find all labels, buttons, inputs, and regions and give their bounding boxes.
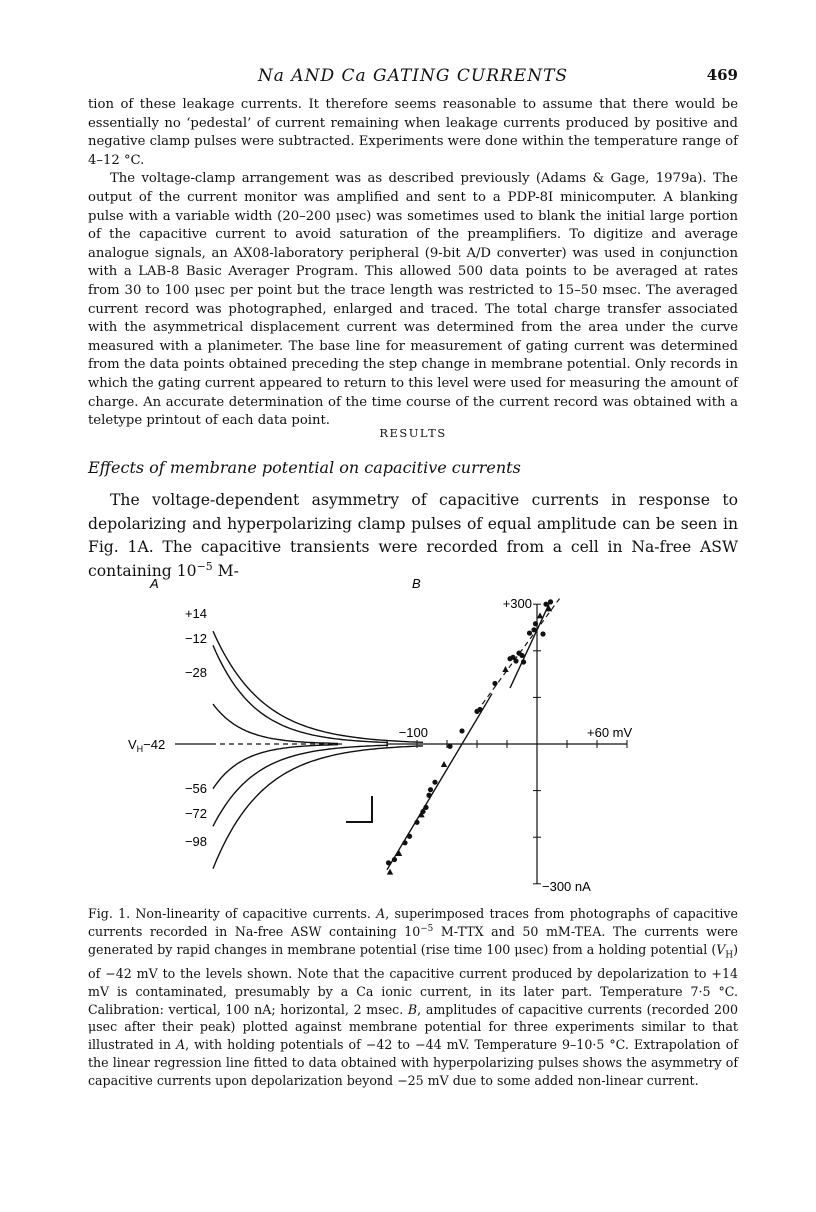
data-point — [527, 630, 532, 635]
calibration-bar — [346, 796, 372, 822]
data-point — [492, 681, 497, 686]
x-min-label: −100 — [398, 725, 428, 740]
capacitive-traces — [213, 631, 423, 868]
page-number: 469 — [706, 66, 738, 84]
trace — [213, 704, 338, 743]
panel-b-label: B — [412, 576, 421, 591]
holding-potential-label: $V_H-42$ — [128, 737, 166, 754]
data-point — [392, 857, 397, 862]
trace-labels — [185, 606, 207, 849]
data-point — [386, 860, 391, 865]
data-point — [414, 820, 419, 825]
data-point — [426, 793, 431, 798]
caption-segment: −5 — [420, 923, 434, 934]
trace — [213, 746, 423, 869]
paragraph-leakage: tion of these leakage currents. It therefore seems reasonable to assume that there would be essentially no ‘pedestal’ of current remaining when leakage currents produced by positive and negative clamp pulses were subtracted. Experiments were done within the temperature range of 4–12 °C. — [88, 97, 738, 168]
data-point-triangle — [441, 761, 447, 767]
data-point — [428, 787, 433, 792]
caption-segment: , amplitudes of capacitive currents (recorded 200 μsec after their peak) plotted against membrane potential for three experiments similar to that illustrated in — [88, 1001, 738, 1053]
data-point — [477, 707, 482, 712]
caption-segment: , superimposed traces from photographs of capacitive currents recorded in Na-free ASW containing 10 — [88, 906, 738, 939]
results-exponent: −5 — [196, 559, 213, 573]
trace-label: −56 — [184, 781, 207, 796]
caption-segment: A — [376, 906, 386, 921]
y-min-label: −300 nA — [542, 879, 591, 894]
trace — [213, 745, 388, 826]
data-point — [432, 780, 437, 785]
caption-paragraph — [88, 905, 738, 1089]
data-point — [521, 659, 526, 664]
trace — [213, 745, 338, 789]
caption-segment: V — [716, 941, 726, 957]
data-point — [402, 840, 407, 845]
data-point — [407, 834, 412, 839]
trace-label: −98 — [184, 834, 207, 849]
data-point — [540, 631, 545, 636]
x-max-label: +60 mV — [587, 725, 633, 740]
panel-a-label: A — [150, 576, 159, 591]
subsection-heading: Effects of membrane potential on capacitive currents — [88, 458, 521, 477]
results-paragraph-text: The voltage-dependent asymmetry of capacitive currents in response to depolarizing and hyperpolarizing clamp pulses of equal amplitude can be seen in Fig. 1A. The capacitive transients were recorded from a cell in Na-free ASW containing 10 — [88, 491, 738, 580]
data-point — [531, 627, 536, 632]
page-header — [88, 66, 738, 90]
methods-text — [88, 96, 738, 431]
trace-label: −28 — [184, 665, 207, 680]
data-point — [459, 728, 464, 733]
panel-a — [128, 576, 423, 869]
regression-line-depolarizing — [510, 604, 549, 688]
running-title: Na AND Ca GATING CURRENTS — [257, 66, 569, 86]
panel-b — [386, 576, 633, 894]
trace-label: −12 — [184, 631, 207, 646]
data-point — [543, 602, 548, 607]
caption-segment: M-TTX and 50 mM-TEA. The currents were generated by rapid changes in membrane potential (rise time 100 μsec) from a holding potential ( — [88, 923, 739, 957]
figure-caption — [88, 905, 738, 1089]
section-heading-results: RESULTS — [379, 426, 447, 440]
figure-svg — [0, 560, 816, 905]
y-max-label: +300 — [502, 596, 532, 611]
data-point — [519, 653, 524, 658]
data-point — [423, 805, 428, 810]
figure-1 — [0, 560, 816, 905]
data-point-triangle — [502, 666, 508, 672]
trace-label: +14 — [184, 606, 207, 621]
caption-segment: , with holding potentials of −42 to −44 mV. Temperature 9–10·5 °C. Extrapolation of the linear regression line fitted to data obtained with hyperpolarizing pulses shows the asymmetry of capacitive currents upon depolarization beyond −25 mV due to some added non-linear current. — [88, 1037, 738, 1088]
data-point — [513, 658, 518, 663]
data-point — [420, 809, 425, 814]
data-point — [548, 599, 553, 604]
trace-label: −72 — [184, 806, 207, 821]
data-point-triangle — [537, 612, 543, 618]
caption-segment: H — [725, 950, 734, 961]
data-point — [533, 621, 538, 626]
results-unit: M- — [212, 561, 239, 580]
panel-b-axes — [387, 604, 627, 884]
caption-segment: A — [176, 1037, 186, 1053]
caption-segment: ) of −42 mV to the levels shown. Note that the capacitive current produced by depolarization to +14 mV is contaminated, presumably by a Ca ionic current, in its later part. Temperature 7·5 °C. Calibration: vertical, 100 nA; horizontal, 2 msec. — [88, 941, 738, 1017]
paragraph-voltage-clamp: The voltage-clamp arrangement was as described previously (Adams & Gage, 1979a). The output of the current monitor was amplified and sent to a PDP-8I minicomputer. A blanking pulse with a variable width (20–200 μsec) was sometimes used to blank the initial large portion of the capacitive current to avoid saturation of the preamplifiers. To digitize and average analogue signals, an AX08-laboratory peripheral (9-bit A/D converter) was used in conjunction with a LAB-8 Basic Averager Program. This allowed 500 data points to be averaged at rates from 30 to 100 μsec per point but the trace length was restricted to 15–50 msec. The averaged current record was photographed, enlarged and traced. The total charge transfer associated with the asymmetrical displacement current was determined from the area under the curve measured with a planimeter. The base line for measurement of gating current was determined from the data points obtained preceding the step change in membrane potential. Only records in which the gating current appeared to return to this level were used for measuring the amount of charge. An accurate determination of the time course of the current record was obtained with a teletype printout of each data point. — [88, 171, 738, 429]
caption-segment: Fig. 1. Non-linearity of capacitive currents. — [88, 906, 377, 921]
caption-segment: B — [407, 1001, 418, 1017]
data-point — [447, 744, 452, 749]
trace — [213, 631, 423, 742]
